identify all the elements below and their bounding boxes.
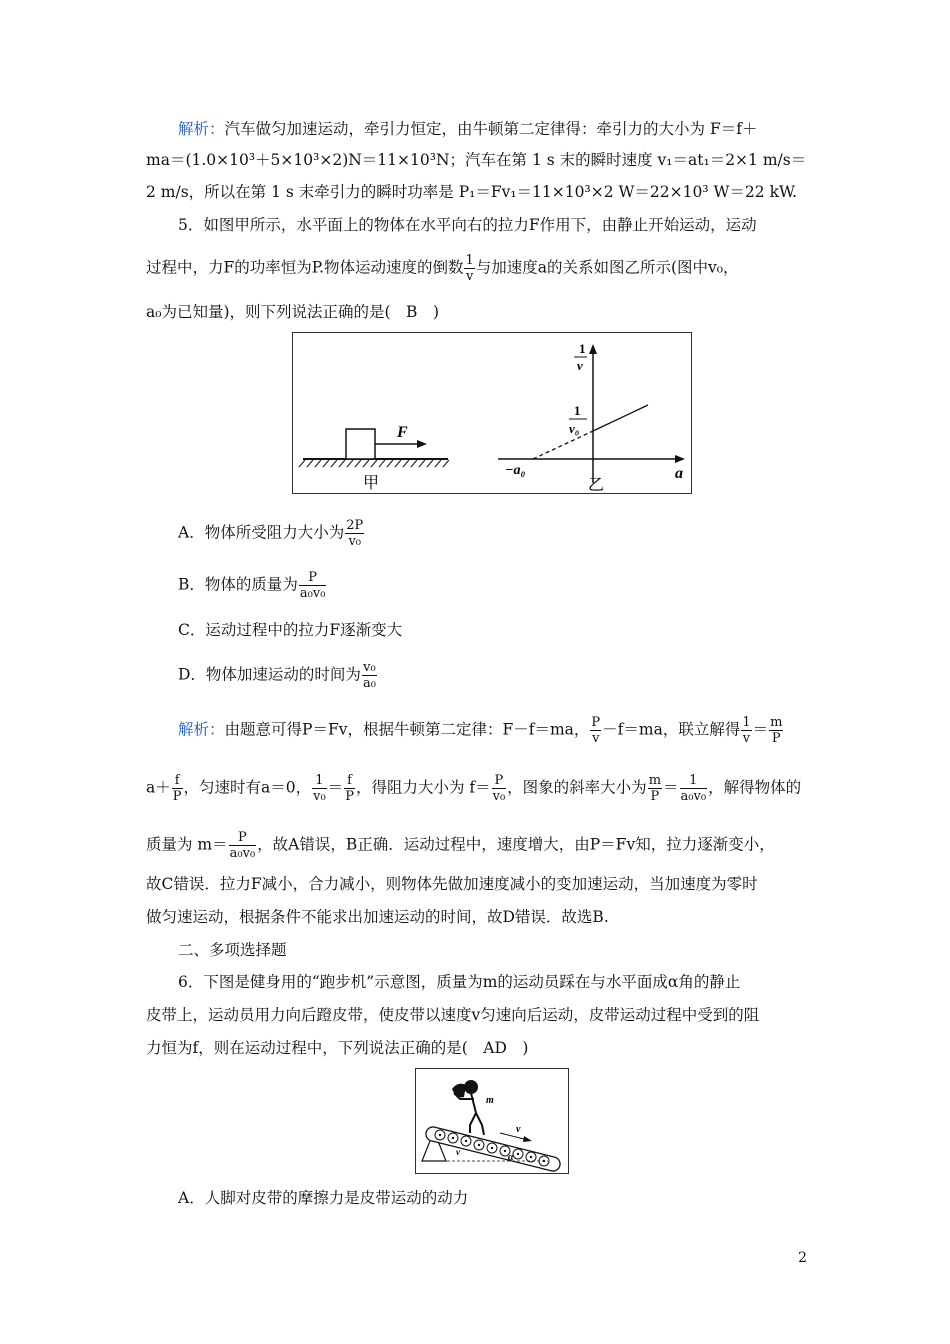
v-arrow-head: [523, 1136, 532, 1142]
analysis-1-line-1: 解析：汽车做匀加速运动，牵引力恒定，由牛顿第二定律得：牵引力的大小为 F＝f＋: [178, 120, 758, 138]
q6-option-a: A．人脚对皮带的摩擦力是皮带运动的动力: [178, 1189, 469, 1207]
frac-P-over-a0v0: $\frac{P}{\text{a₀v₀}}$: [299, 570, 326, 601]
a-axis-label: a: [675, 465, 683, 482]
neg-a0-label: −a₀: [505, 463, 526, 478]
q5-line-3: a₀为已知量)，则下列说法正确的是( B ): [146, 303, 439, 321]
graph-line: [593, 405, 648, 431]
runner-arms: [452, 1084, 466, 1098]
force-label: F: [397, 424, 408, 441]
q5-option-d: D．物体加速运动的时间为 $\frac{\text{v₀}}{\text{a₀}}$: [178, 660, 376, 691]
v-label-top: v: [516, 1124, 521, 1135]
a-axis-arrow: [675, 455, 685, 463]
q6-line-2: 皮带上，运动员用力向后蹬皮带，使皮带以速度v匀速向后运动，皮带运动过程中受到的阻: [146, 1006, 760, 1024]
q5-line-1: 5．如图甲所示，水平面上的物体在水平向右的拉力F作用下，由静止开始运动，运动: [178, 216, 757, 234]
analysis-1-line-3: 2 m/s，所以在第 1 s 末牵引力的瞬时功率是 P₁＝Fv₁＝11×10³×2 W＝22×10³ W＝22 kW.: [146, 183, 798, 201]
axis-frac-num: 1: [579, 341, 586, 356]
alpha-label: α: [508, 1152, 514, 1163]
solution-5-line-3: 质量为 m＝ $\frac{P}{\text{a₀v₀}}$ ，故A错误，B正确．运动过程中，速度增大，由P＝Fv知，拉力逐渐变小，: [146, 830, 775, 861]
fig-jia-label: 甲: [363, 473, 380, 492]
q6-line-3: 力恒为f，则在运动过程中，下列说法正确的是( AD ): [146, 1039, 529, 1057]
figure-svg: [293, 333, 691, 493]
solution-5-line-1: 解析：由题意可得P＝Fv，根据牛顿第二定律：F－f＝ma， $\frac{P}{v}$ －f＝ma，联立解得 $\frac{1}{v}$ ＝ $\frac{m}{P}$: [178, 715, 783, 746]
intercept-frac-den: v₀: [569, 421, 580, 436]
q5-option-c: C．运动过程中的拉力F逐渐变大: [178, 621, 403, 639]
figure-jia-yi: [292, 332, 692, 494]
block: [346, 429, 375, 459]
q5-line-2: 过程中，力F的功率恒为P.物体运动速度的倒数 $\frac{1}{v}$ 与加速度a的关系如图乙所示(图中v₀，: [146, 253, 739, 284]
q5-option-a: A．物体所受阻力大小为 $\frac{2P}{\text{v₀}}$: [178, 518, 364, 549]
ground-hatch: [299, 460, 449, 467]
q6-line-1: 6．下图是健身用的“跑步机”示意图，质量为m的运动员踩在与水平面成α角的静止: [178, 973, 741, 991]
page-number: 2: [798, 1250, 807, 1266]
fig-yi-label: 乙: [588, 475, 605, 493]
frac-1-over-v: $\frac{1}{v}$: [465, 253, 474, 284]
solution-5-line-4: 故C错误．拉力F减小，合力减小，则物体先做加速度减小的变加速运动，当加速度为零时: [146, 875, 758, 893]
section-heading: 二、多项选择题: [178, 941, 287, 959]
frac-v0-over-a0: $\frac{\text{v₀}}{\text{a₀}}$: [362, 660, 376, 691]
q5-option-b: B．物体的质量为 $\frac{P}{\text{a₀v₀}}$: [178, 570, 326, 601]
analysis-label: 解析：: [178, 120, 225, 138]
axis-frac-den: v: [577, 358, 583, 373]
dashed-extension: [533, 431, 593, 459]
intercept-frac-num: 1: [574, 403, 581, 418]
solution-5-line-2: a＋ $\frac{f}{P}$ ，匀速时有a＝0， $\frac{1}{\text{v₀}}$ ＝ $\frac{f}{P}$ ，得阻力大小为 f＝ $\frac{P}{\text{v₀}}$ ，图象的斜率大小为 $\frac{m}{P}$ ＝ $\frac{1}{\text{a₀v₀}}$ ，解得物体的: [146, 773, 802, 804]
treadmill-figure: [415, 1068, 569, 1174]
m-label: m: [486, 1095, 494, 1106]
solution-5-line-5: 做匀速运动，根据条件不能求出加速运动的时间，故D错误．故选B.: [146, 908, 609, 926]
frac-2P-over-v0: $\frac{2P}{\text{v₀}}$: [346, 518, 364, 549]
force-arrow-head: [417, 440, 427, 448]
analysis-1-line-2: ma＝(1.0×10³＋5×10³×2)N＝11×10³N；汽车在第 1 s 末的瞬时速度 v₁＝at₁＝2×1 m/s＝: [146, 151, 807, 169]
treadmill-svg: [416, 1069, 568, 1173]
inv-v-axis-arrow: [589, 344, 597, 354]
v-label-bottom: v: [456, 1147, 460, 1157]
